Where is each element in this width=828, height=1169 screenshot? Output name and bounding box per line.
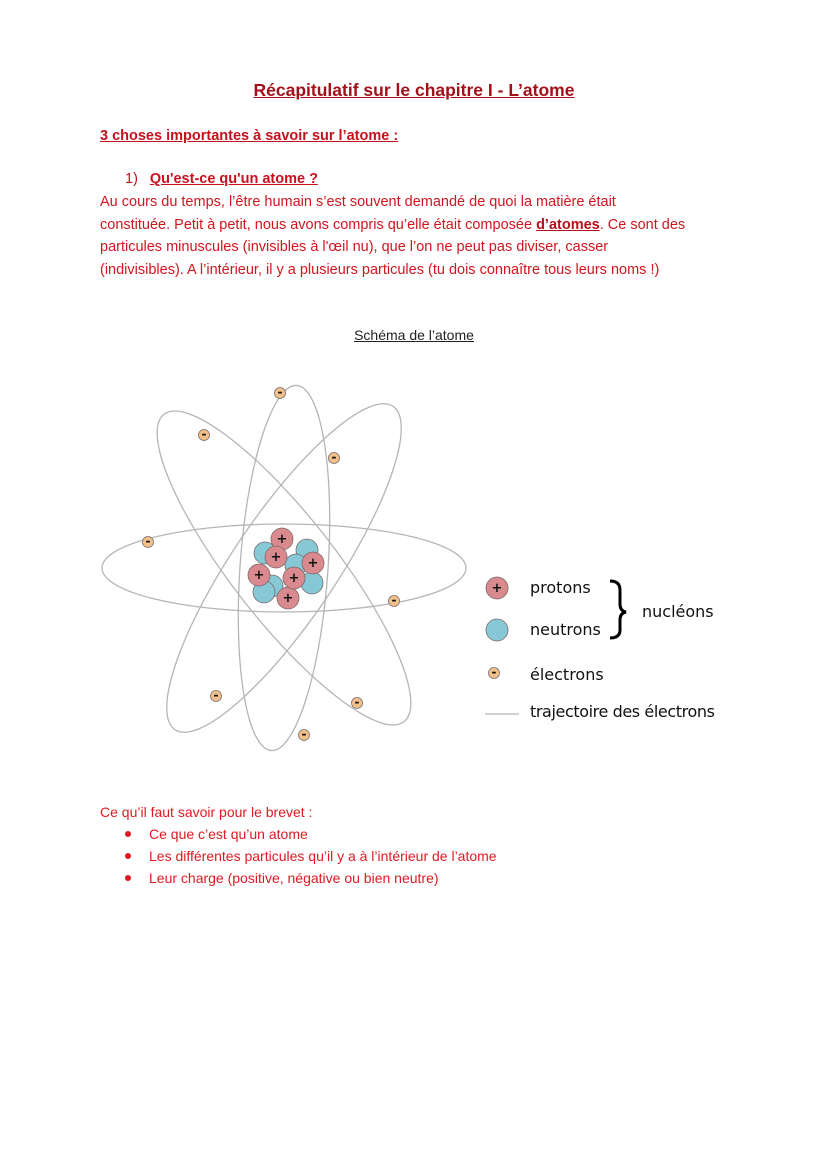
svg-text:+: + bbox=[276, 532, 288, 547]
brevet-list-item bbox=[125, 870, 439, 886]
svg-text:+: + bbox=[253, 568, 265, 583]
legend-electrons: électrons bbox=[530, 665, 604, 684]
electron bbox=[275, 385, 286, 399]
orbit bbox=[132, 377, 436, 758]
electron-orbits bbox=[102, 377, 466, 758]
page-title: Récapitulatif sur le chapitre I - L’atome bbox=[253, 80, 575, 100]
svg-text:+: + bbox=[307, 556, 319, 571]
legend-protons: protons bbox=[530, 578, 591, 597]
brace-icon bbox=[610, 581, 626, 638]
legend-marks bbox=[485, 577, 519, 714]
svg-text:+: + bbox=[282, 591, 294, 606]
electron bbox=[143, 534, 154, 548]
section-heading: 3 choses importantes à savoir sur l’atome : bbox=[100, 128, 399, 144]
nucleus bbox=[248, 528, 324, 609]
brevet-list-item bbox=[125, 826, 308, 842]
list-item-text: Les différentes particules qu’il y a à l’intérieur de l’atome bbox=[149, 848, 497, 864]
svg-text:-: - bbox=[301, 727, 307, 741]
paragraph-line-3: particules minuscules (invisibles à l'œil nu), que l’on ne peut pas diviser, casser bbox=[100, 239, 609, 255]
paragraph-text: . Ce sont des bbox=[599, 217, 686, 233]
proton bbox=[277, 587, 299, 609]
svg-text:-: - bbox=[213, 688, 219, 702]
orbit bbox=[227, 382, 340, 753]
proton bbox=[248, 564, 270, 586]
orbit bbox=[123, 382, 445, 753]
paragraph-text: constituée. Petit à petit, nous avons compris qu’elle était composée bbox=[100, 217, 537, 233]
list-item-text: Ce que c’est qu’un atome bbox=[149, 826, 308, 842]
question-label: Qu'est-ce qu'un atome ? bbox=[149, 171, 318, 187]
legend-trajectory: trajectoire des électrons bbox=[530, 702, 715, 721]
list-item-text: Leur charge (positive, négative ou bien neutre) bbox=[149, 870, 439, 886]
svg-text:+: + bbox=[270, 550, 282, 565]
proton bbox=[283, 567, 305, 589]
legend-neutron-icon bbox=[486, 619, 508, 641]
electron bbox=[389, 593, 400, 607]
paragraph-line-1: Au cours du temps, l’être humain s’est souvent demandé de quoi la matière était bbox=[100, 194, 616, 210]
diagram-title: Schéma de l’atome bbox=[354, 327, 474, 343]
svg-text:-: - bbox=[145, 534, 151, 548]
legend-electron-icon bbox=[489, 665, 500, 679]
legend-neutrons: neutrons bbox=[530, 620, 601, 639]
electron bbox=[299, 727, 310, 741]
bullet-icon bbox=[125, 875, 131, 881]
svg-text:-: - bbox=[331, 450, 337, 464]
svg-text:-: - bbox=[354, 695, 360, 709]
svg-text:-: - bbox=[201, 427, 207, 441]
brevet-list-item bbox=[125, 848, 497, 864]
svg-text:+: + bbox=[491, 581, 503, 596]
keyword-atomes: d’atomes bbox=[536, 217, 600, 233]
svg-text:-: - bbox=[277, 385, 283, 399]
proton bbox=[265, 546, 287, 568]
question-number: 1) bbox=[125, 171, 138, 187]
brevet-intro: Ce qu’il faut savoir pour le brevet : bbox=[100, 804, 313, 820]
legend-proton-icon bbox=[486, 577, 508, 599]
paragraph-line-4: (indivisibles). A l’intérieur, il y a plusieurs particules (tu dois connaître tous leurs noms !) bbox=[100, 262, 660, 278]
electron bbox=[199, 427, 210, 441]
proton bbox=[302, 552, 324, 574]
svg-text:+: + bbox=[288, 571, 300, 586]
bullet-icon bbox=[125, 831, 131, 837]
bullet-icon bbox=[125, 853, 131, 859]
svg-text:-: - bbox=[491, 665, 497, 679]
legend-nucleons: nucléons bbox=[642, 602, 714, 621]
electron bbox=[211, 688, 222, 702]
electron bbox=[352, 695, 363, 709]
electron bbox=[329, 450, 340, 464]
svg-text:-: - bbox=[391, 593, 397, 607]
